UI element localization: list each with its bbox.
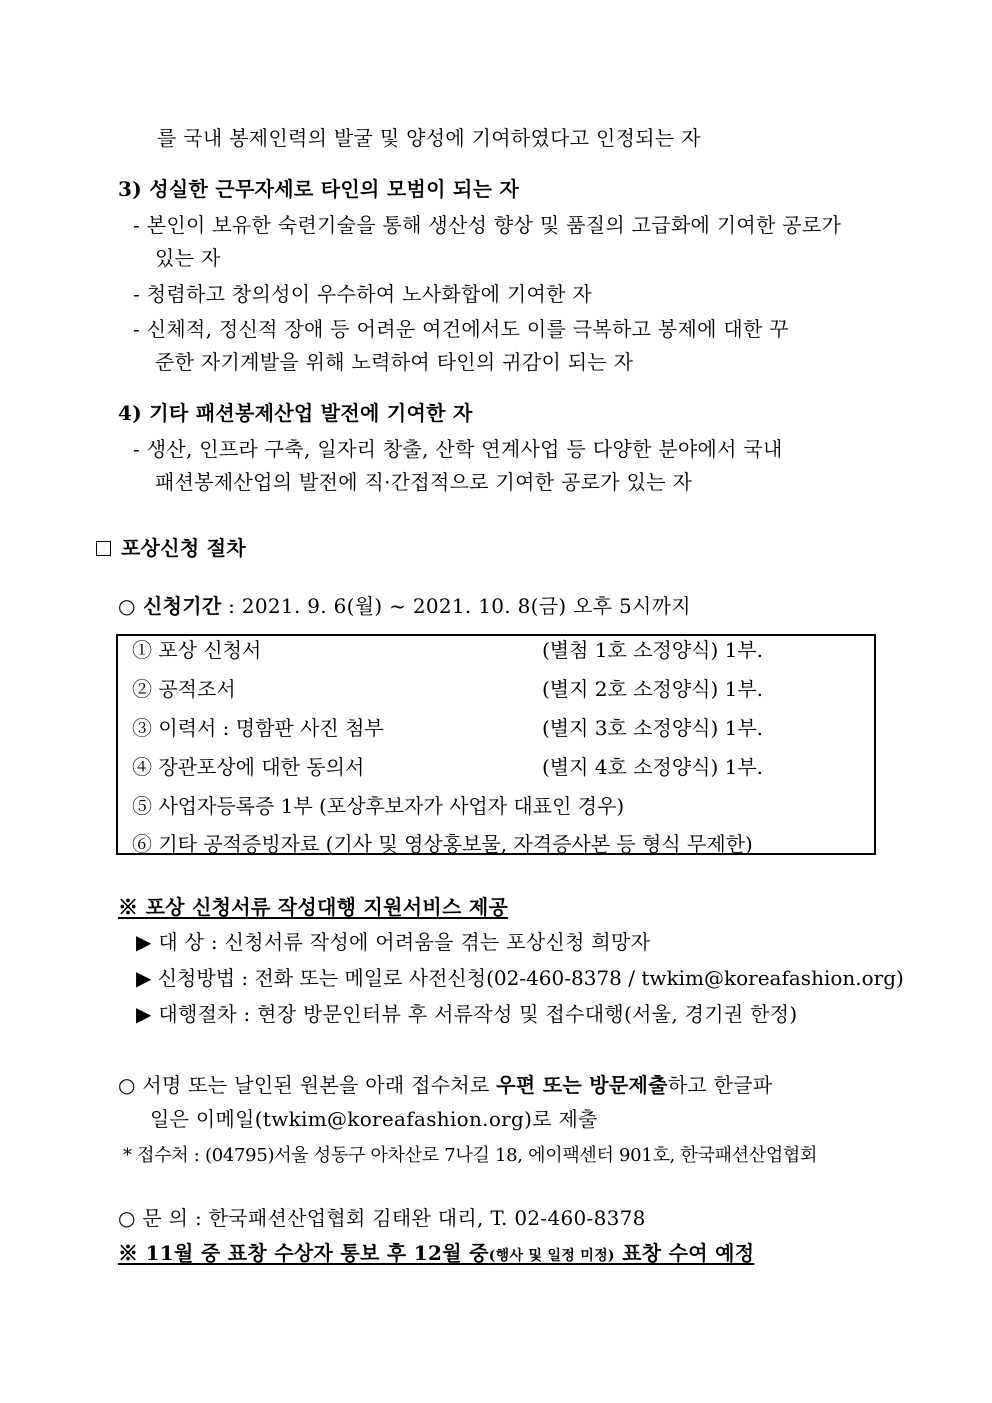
support-process: ▶ 대행절차 : 현장 방문인터뷰 후 서류작성 및 접수대행(서울, 경기권 한정): [136, 1002, 798, 1026]
section-3-item-3-cont: 준한 자기계발을 위해 노력하여 타인의 귀감이 되는 자: [155, 350, 634, 374]
notice-text-end: 표창 수여 예정: [614, 1241, 755, 1265]
submission-line-1: [118, 1071, 773, 1099]
square-bullet-icon: [96, 541, 111, 556]
procedure-heading-text: 포상신청 절차: [121, 536, 246, 560]
period-label: ○ 신청기간: [118, 594, 222, 618]
document-name: ⑤ 사업자등록증 1부 (포상후보자가 사업자 대표인 경우): [132, 794, 625, 818]
submission-text-end: 하고 한글파: [667, 1073, 773, 1097]
submission-line-2: 일은 이메일(twkim@koreafashion.org)로 제출: [150, 1107, 598, 1131]
section-3-item-3: - 신체적, 정신적 장애 등 어려운 여건에서도 이를 극복하고 봉제에 대한 꾸: [133, 317, 789, 341]
section-3-heading: 3) 성실한 근무자세로 타인의 모범이 되는 자: [118, 177, 520, 201]
section-4-item-1-cont: 패션봉제산업의 발전에 직·간접적으로 기여한 공로가 있는 자: [155, 470, 693, 494]
submission-method-emphasis: 우편 또는 방문제출: [496, 1073, 668, 1097]
document-row: [132, 675, 764, 703]
support-target: ▶ 대 상 : 신청서류 작성에 어려움을 겪는 포상신청 희망자: [136, 930, 651, 954]
section-4-item-1: - 생산, 인프라 구축, 일자리 창출, 산학 연계사업 등 다양한 분야에서 국내: [133, 437, 783, 461]
notice-text: ※ 11월 중 표창 수상자 통보 후 12월 중: [118, 1241, 489, 1265]
section-3-item-1: - 본인이 보유한 숙련기술을 통해 생산성 향상 및 품질의 고급화에 기여한 공로가: [133, 213, 842, 237]
section-4-heading: 4) 기타 패션봉제산업 발전에 기여한 자: [118, 401, 473, 425]
documents-box: [116, 634, 876, 855]
procedure-heading: [96, 534, 246, 562]
document-name: ④ 장관포상에 대한 동의서: [132, 755, 365, 779]
document-name: ② 공적조서: [132, 677, 236, 701]
document-row: [132, 753, 764, 781]
document-row: [132, 792, 624, 820]
document-name: ③ 이력서 : 명함판 사진 첨부: [132, 716, 384, 740]
period-value: : 2021. 9. 6(월) ~ 2021. 10. 8(금) 오후 5시까지: [221, 594, 691, 618]
document-form: (별지 3호 소정양식) 1부.: [542, 716, 764, 740]
document-row: [132, 636, 764, 664]
contact-info: ○ 문 의 : 한국패션산업협회 김태완 대리, T. 02-460-8378: [118, 1206, 646, 1230]
support-method: ▶ 신청방법 : 전화 또는 메일로 사전신청(02-460-8378 / twkim@koreafashion.org): [136, 966, 904, 990]
document-row: [132, 714, 764, 742]
submission-text: ○ 서명 또는 날인된 원본을 아래 접수처로: [118, 1073, 497, 1097]
notice-note: (행사 및 일정 미정): [488, 1248, 615, 1264]
section-3-item-2: - 청렴하고 창의성이 우수하여 노사화합에 기여한 자: [133, 282, 593, 306]
support-heading: ※ 포상 신청서류 작성대행 지원서비스 제공: [118, 895, 509, 919]
document-form: (별지 4호 소정양식) 1부.: [542, 755, 764, 779]
document-name: ① 포상 신청서: [132, 638, 262, 662]
award-notice: [118, 1239, 754, 1270]
application-period: [118, 592, 691, 620]
section-3-item-1-cont: 있는 자: [155, 246, 221, 270]
document-form: (별첨 1호 소정양식) 1부.: [542, 638, 764, 662]
document-row: [132, 830, 753, 858]
document-form: (별지 2호 소정양식) 1부.: [542, 677, 764, 701]
continuation-text: 를 국내 봉제인력의 발굴 및 양성에 기여하였다고 인정되는 자: [157, 126, 701, 150]
document-name: ⑥ 기타 공적증빙자료 (기사 및 영상홍보물, 자격증사본 등 형식 무제한): [132, 832, 753, 856]
submission-address: * 접수처 : (04795)서울 성동구 아차산로 7나길 18, 에이팩센터 901호, 한국패션산업협회: [123, 1145, 818, 1166]
